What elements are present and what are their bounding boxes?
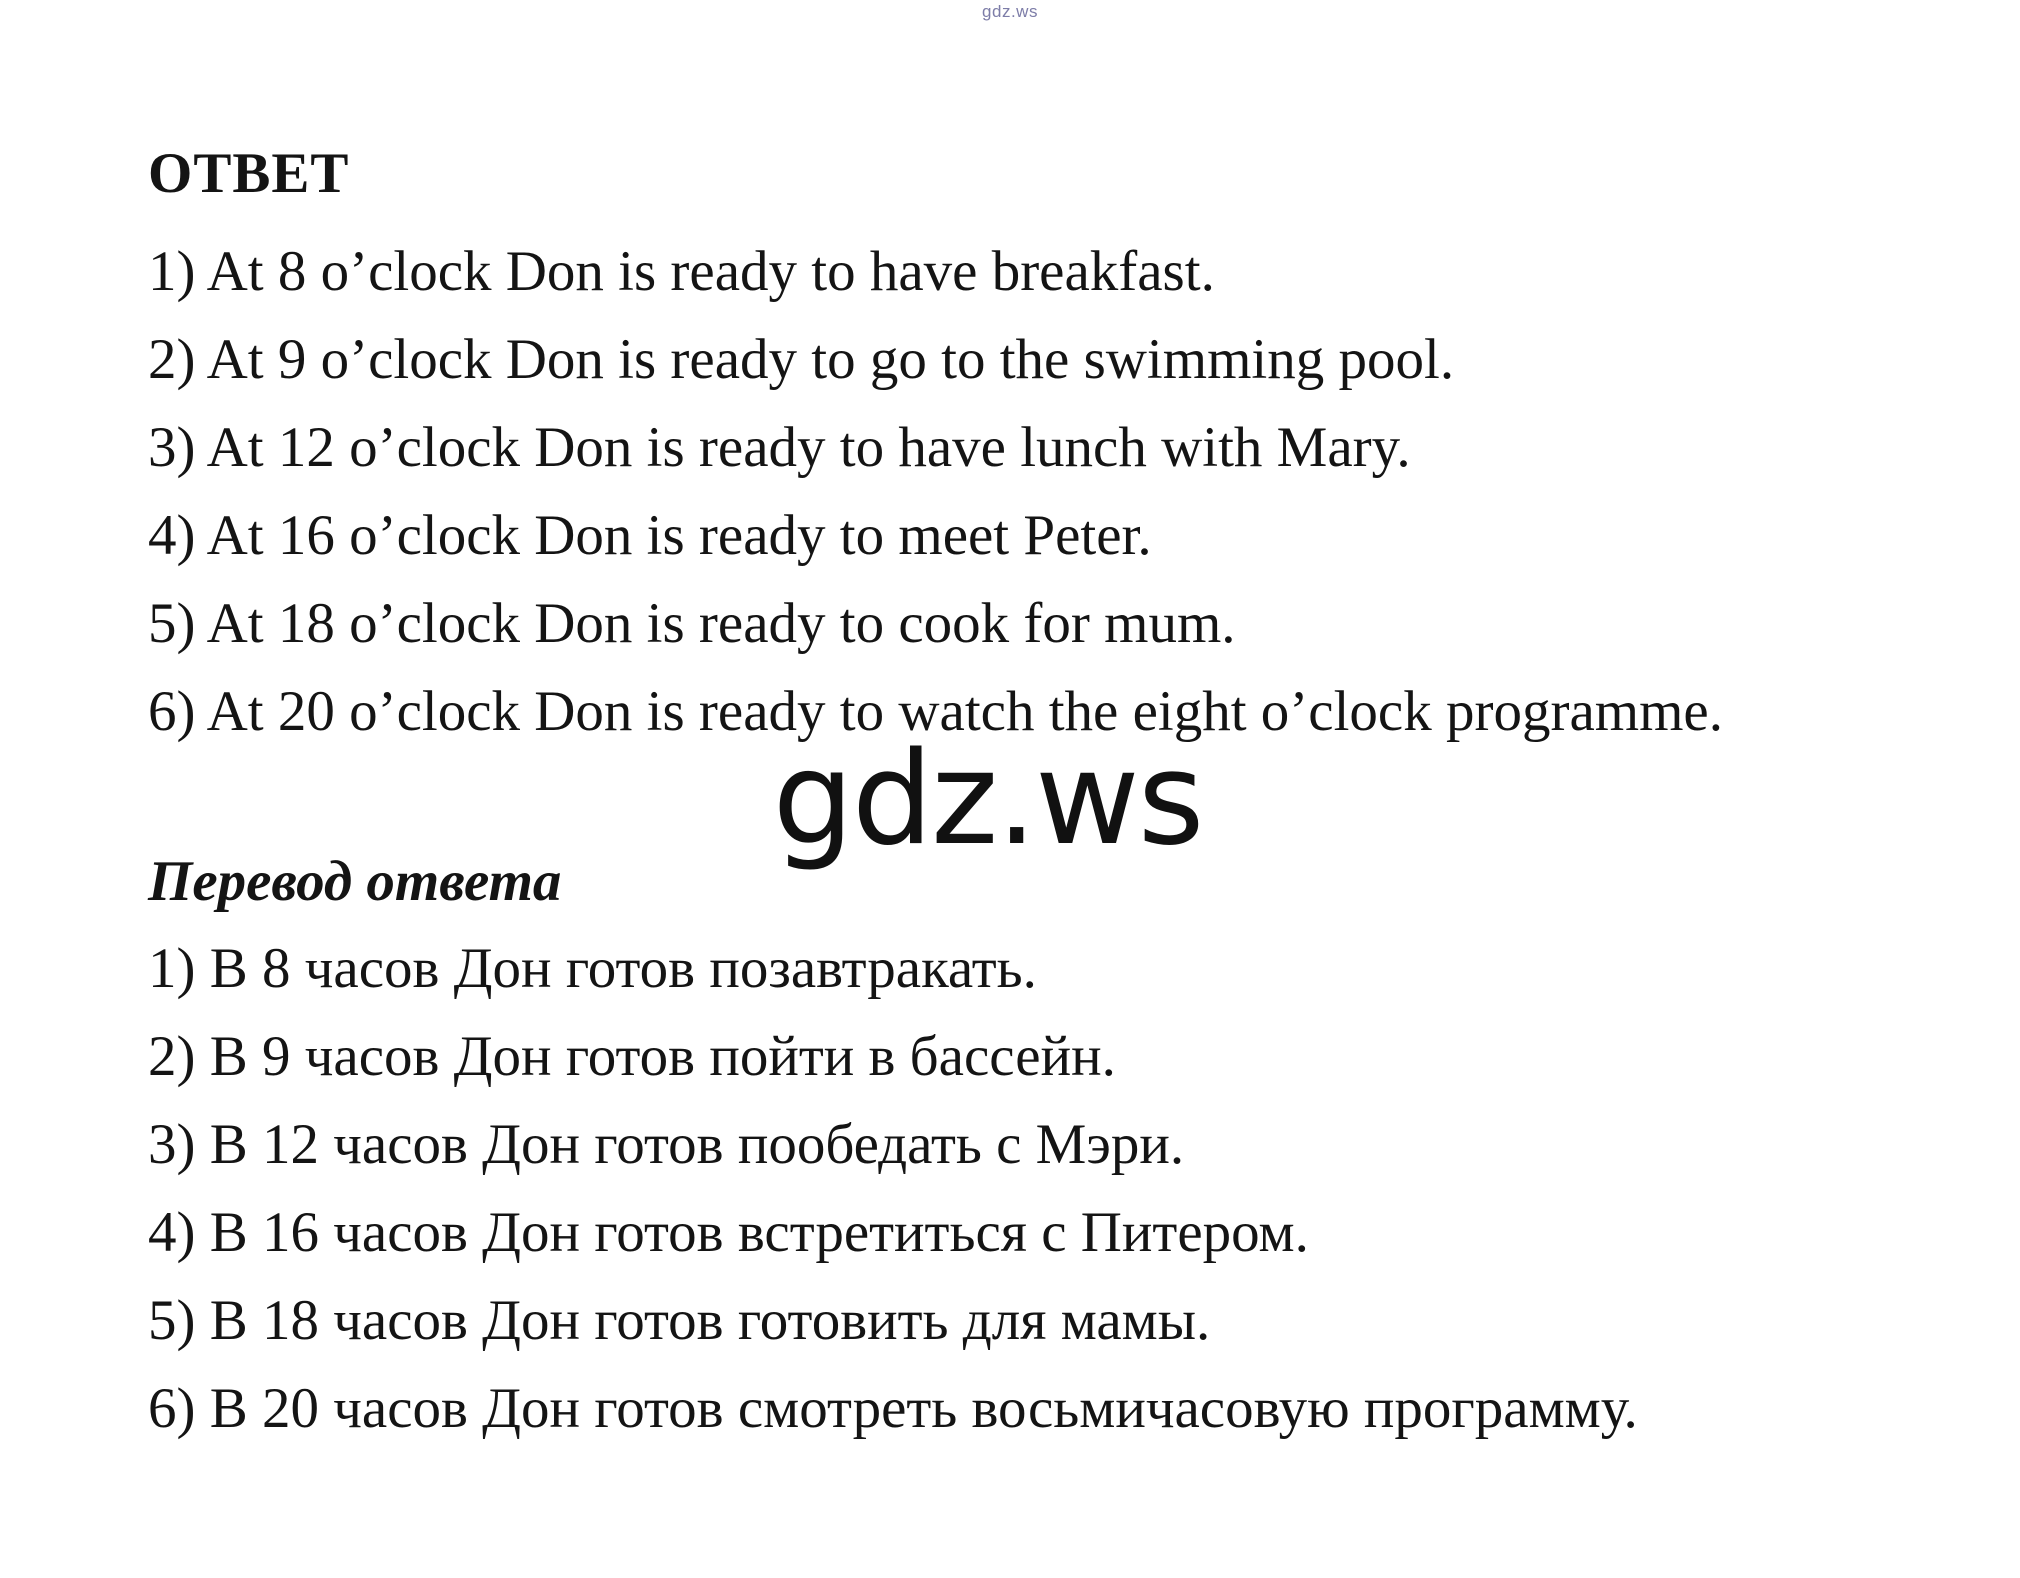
answer-line-1: 1) At 8 o’clock Don is ready to have breakfast.: [148, 240, 1215, 303]
translation-line-1: 1) В 8 часов Дон готов позавтракать.: [148, 937, 1037, 1000]
translation-section: [148, 925, 1988, 1453]
answer-section: [148, 140, 1988, 756]
answer-line-2: 2) At 9 o’clock Don is ready to go to the swimming pool.: [148, 328, 1455, 391]
translation-line-5: 5) В 18 часов Дон готов готовить для мамы.: [148, 1289, 1211, 1352]
translation-heading: Перевод ответа: [148, 850, 562, 913]
center-watermark: gdz.ws: [772, 725, 1203, 874]
translation-line-4: 4) В 16 часов Дон готов встретиться с Питером.: [148, 1201, 1309, 1264]
top-watermark: gdz.ws: [982, 2, 1038, 21]
translation-line-3: 3) В 12 часов Дон готов пообедать с Мэри.: [148, 1113, 1185, 1176]
translation-line-6: 6) В 20 часов Дон готов смотреть восьмичасовую программу.: [148, 1377, 1638, 1440]
translation-line-2: 2) В 9 часов Дон готов пойти в бассейн.: [148, 1025, 1116, 1088]
answer-line-3: 3) At 12 o’clock Don is ready to have lunch with Mary.: [148, 416, 1411, 479]
answer-line-5: 5) At 18 o’clock Don is ready to cook for mum.: [148, 592, 1236, 655]
answer-heading: ОТВЕТ: [148, 142, 350, 205]
answer-line-6: 6) At 20 o’clock Don is ready to watch the eight o’clock programme.: [148, 680, 1723, 743]
answer-line-4: 4) At 16 o’clock Don is ready to meet Peter.: [148, 504, 1152, 567]
